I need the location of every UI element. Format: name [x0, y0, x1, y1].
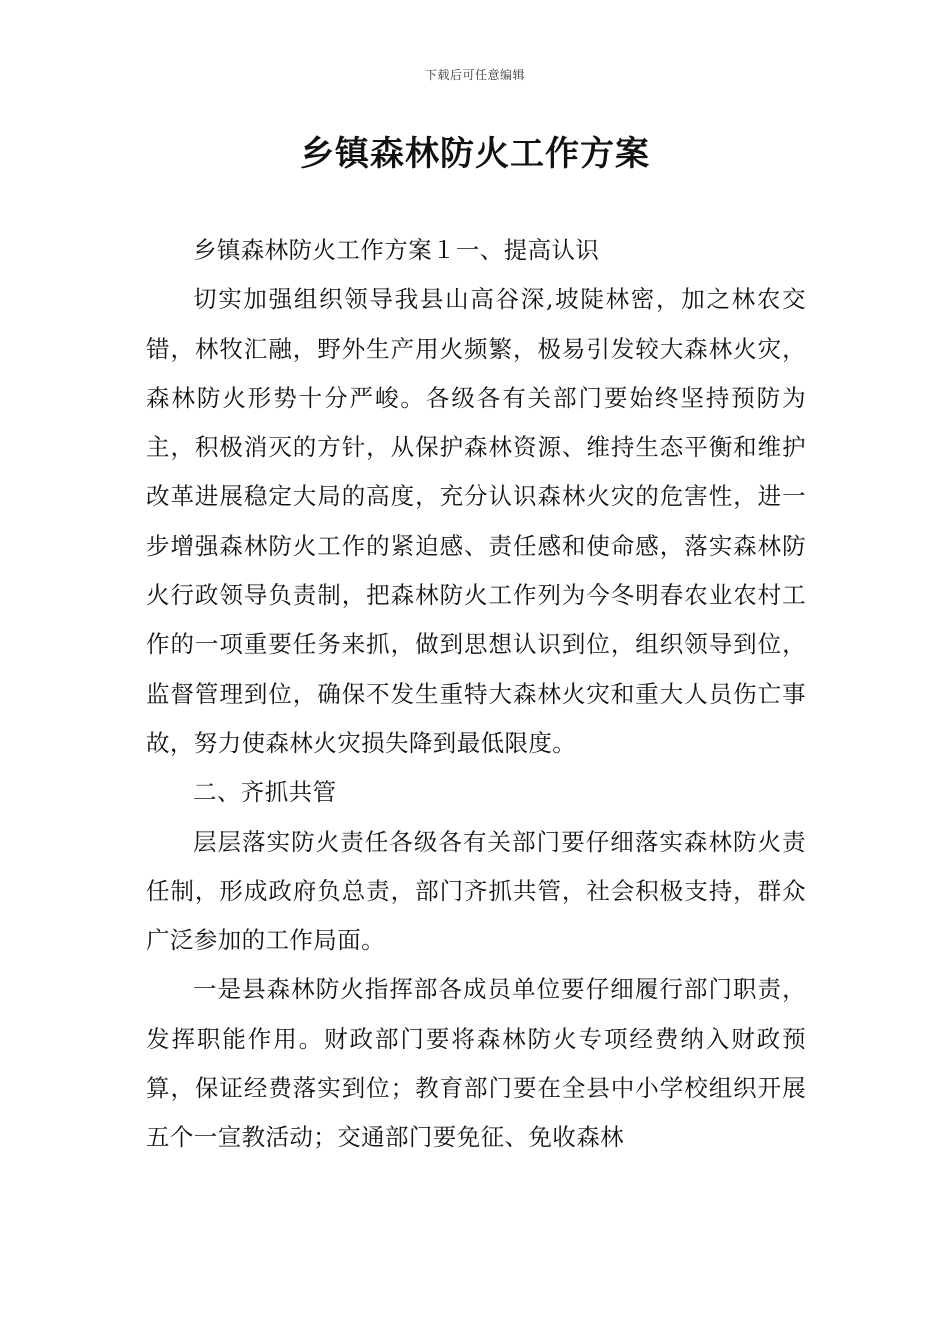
- document-title: 乡镇森林防火工作方案: [300, 134, 650, 174]
- paragraph: 二、齐抓共管: [193, 778, 337, 807]
- paragraph: 乡镇森林防火工作方案１一、提高认识: [193, 236, 600, 264]
- document-body: [146, 226, 806, 1163]
- paragraph: 切实加强组织领导我县山高谷深,坡陡林密，加之林农交错，林牧汇融，野外生产用火频繁，极易引发较大森林火灾，森林防火形势十分严峻。各级各有关部门要始终坚持预防为主，积极消灭的方针，从保护森林资源、维持生态平衡和维护改革进展稳定大局的高度，充分认识森林火灾的危害性，进一步增强森林防火工作的紧迫感、责任感和使命感，落实森林防火行政领导负责制，把森林防火工作列为今冬明春农业农村工作的一项重要任务来抓，做到思想认识到位，组织领导到位，监督管理到位，确保不发生重特大森林火灾和重大人员伤亡事故，努力使森林火灾损失降到最低限度。: [146, 285, 806, 757]
- header-note: 下载后可任意编辑: [424, 68, 525, 82]
- paragraph: 层层落实防火责任各级各有关部门要仔细落实森林防火责任制，形成政府负总责，部门齐抓共管，社会积极支持，群众广泛参加的工作局面。: [146, 827, 806, 955]
- paragraph: 一是县森林防火指挥部各成员单位要仔细履行部门职责，发挥职能作用。财政部门要将森林防火专项经费纳入财政预算，保证经费落实到位；教育部门要在全县中小学校组织开展五个一宣教活动；交通部门要免征、免收森林: [146, 975, 806, 1152]
